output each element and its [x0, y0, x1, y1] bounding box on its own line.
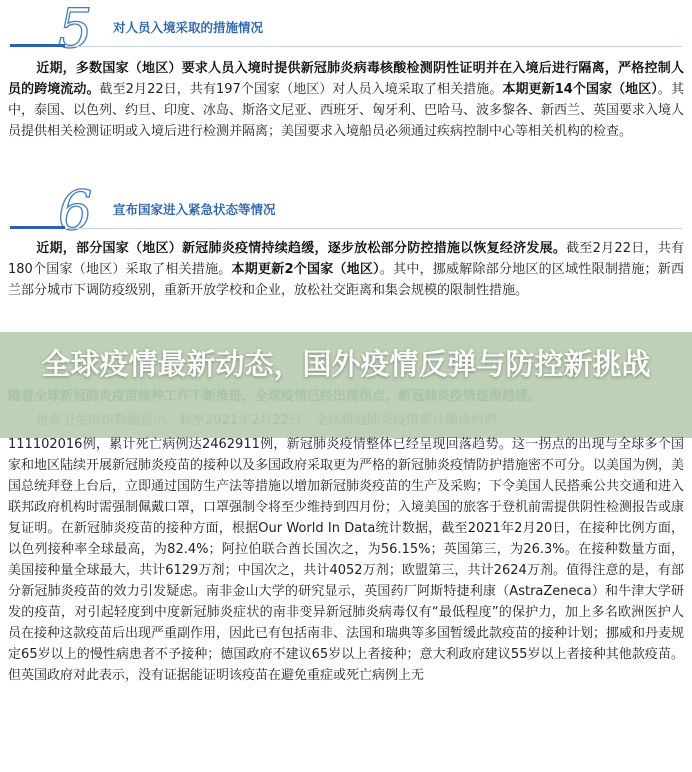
body-text: 。其中，挪威解除部分地区的区域性限制措施；新西兰部分城市下调防疫级别，重新开放学校和企业，放松社交距离和集会规模的限制性措施。	[8, 262, 684, 298]
lead-bold-text: 近期，多数国家（地区）要求人员入境时提供新冠肺炎病毒核酸检测阴性证明并在入境后进行隔离，严格控制人员的跨境流动。	[8, 61, 684, 97]
body-text: 截至2月22日，共有197个国家（地区）对人员入境采取了相关措施。	[99, 82, 503, 97]
section-5-paragraph	[8, 58, 684, 142]
update-bold-text: 本期更新14个国家（地区）	[502, 82, 658, 97]
body-text: 111102016例，累计死亡病例达2462911例，新冠肺炎疫情整体已经呈现回落趋势。这一拐点的出现与全球多个国家和地区陆续开展新冠肺炎疫苗的接种以及多国政府采取更为严格的新冠肺炎疫情防护措施密不可分。以美国为例，美国总统拜登上台后，立即通过国防生产法等措施以增加新冠肺炎疫苗的生产及采购；下令美国人民搭乘公共交通和进入联邦政府机构时需强制佩戴口罩，口罩强制令将至少维持到四月份；入境美国的旅客于登机前需提供阴性检测报告或康复证明。在新冠肺炎疫苗的接种方面，根据Our World In Data统计数据，截至2021年2月20日，在接种比例方面，以色列接种率全球最高，为82.4%；阿拉伯联合酋长国次之，为56.15%；英国第三，为26.3%。在接种数量方面，美国接种量全球最大，共计6129万剂；中国次之，共计4052万剂；欧盟第三，共计2624万剂。值得注意的是，有部分新冠肺炎疫苗的效力引发疑虑。南非金山大学的研究显示，英国药厂阿斯特捷利康（AstraZeneca）和牛津大学研发的疫苗，对引起轻度到中度新冠肺炎症状的南非变异新冠肺炎病毒仅有“最低程度”的保护力，加上多名欧洲医护人员在接种这款疫苗后出现严重副作用，因此已有包括南非、法国和瑞典等多国暂缓此款疫苗的接种计划；挪威和丹麦规定65岁以上的慢性病患者不予接种；德国政府不建议65岁以上者接种；意大利政府建议55岁以上者接种其他款疫苗。但英国政府对此表示，没有证据能证明该疫苗在避免重症或死亡病例上无	[8, 437, 685, 683]
divider-accent	[10, 44, 65, 47]
section-6-paragraph	[8, 238, 684, 301]
section-5-header	[0, 0, 692, 60]
divider	[10, 228, 682, 229]
divider-accent	[10, 226, 65, 229]
section-number: 5	[58, 0, 93, 60]
overlay-title: 全球疫情最新动态，国外疫情反弹与防控新挑战	[41, 347, 651, 381]
section-number: 6	[58, 179, 93, 242]
body-text: 截至2月22日，共有180个国家（地区）采取了相关措施。	[8, 241, 684, 277]
section-7-paragraph	[8, 434, 684, 686]
section-title: 对人员入境采取的措施情况	[113, 20, 264, 35]
update-bold-text: 本期更新2个国家（地区）	[231, 262, 380, 277]
divider	[10, 46, 682, 47]
section-6-header	[0, 179, 692, 242]
section-title: 宣布国家进入紧急状态等情况	[113, 202, 276, 217]
body-text: 。其中，泰国、以色列、约旦、印度、冰岛、斯洛文尼亚、西班牙、匈牙利、巴哈马、波多黎各、新西兰、英国要求入境人员提供相关检测证明或入境后进行检测并隔离；美国要求入境船员必须通过疾病控制中心等相关机构的检查。	[8, 82, 685, 139]
lead-bold-text: 近期，部分国家（地区）新冠肺炎疫情持续趋缓，逐步放松部分防控措施以恢复经济发展。	[36, 241, 567, 256]
